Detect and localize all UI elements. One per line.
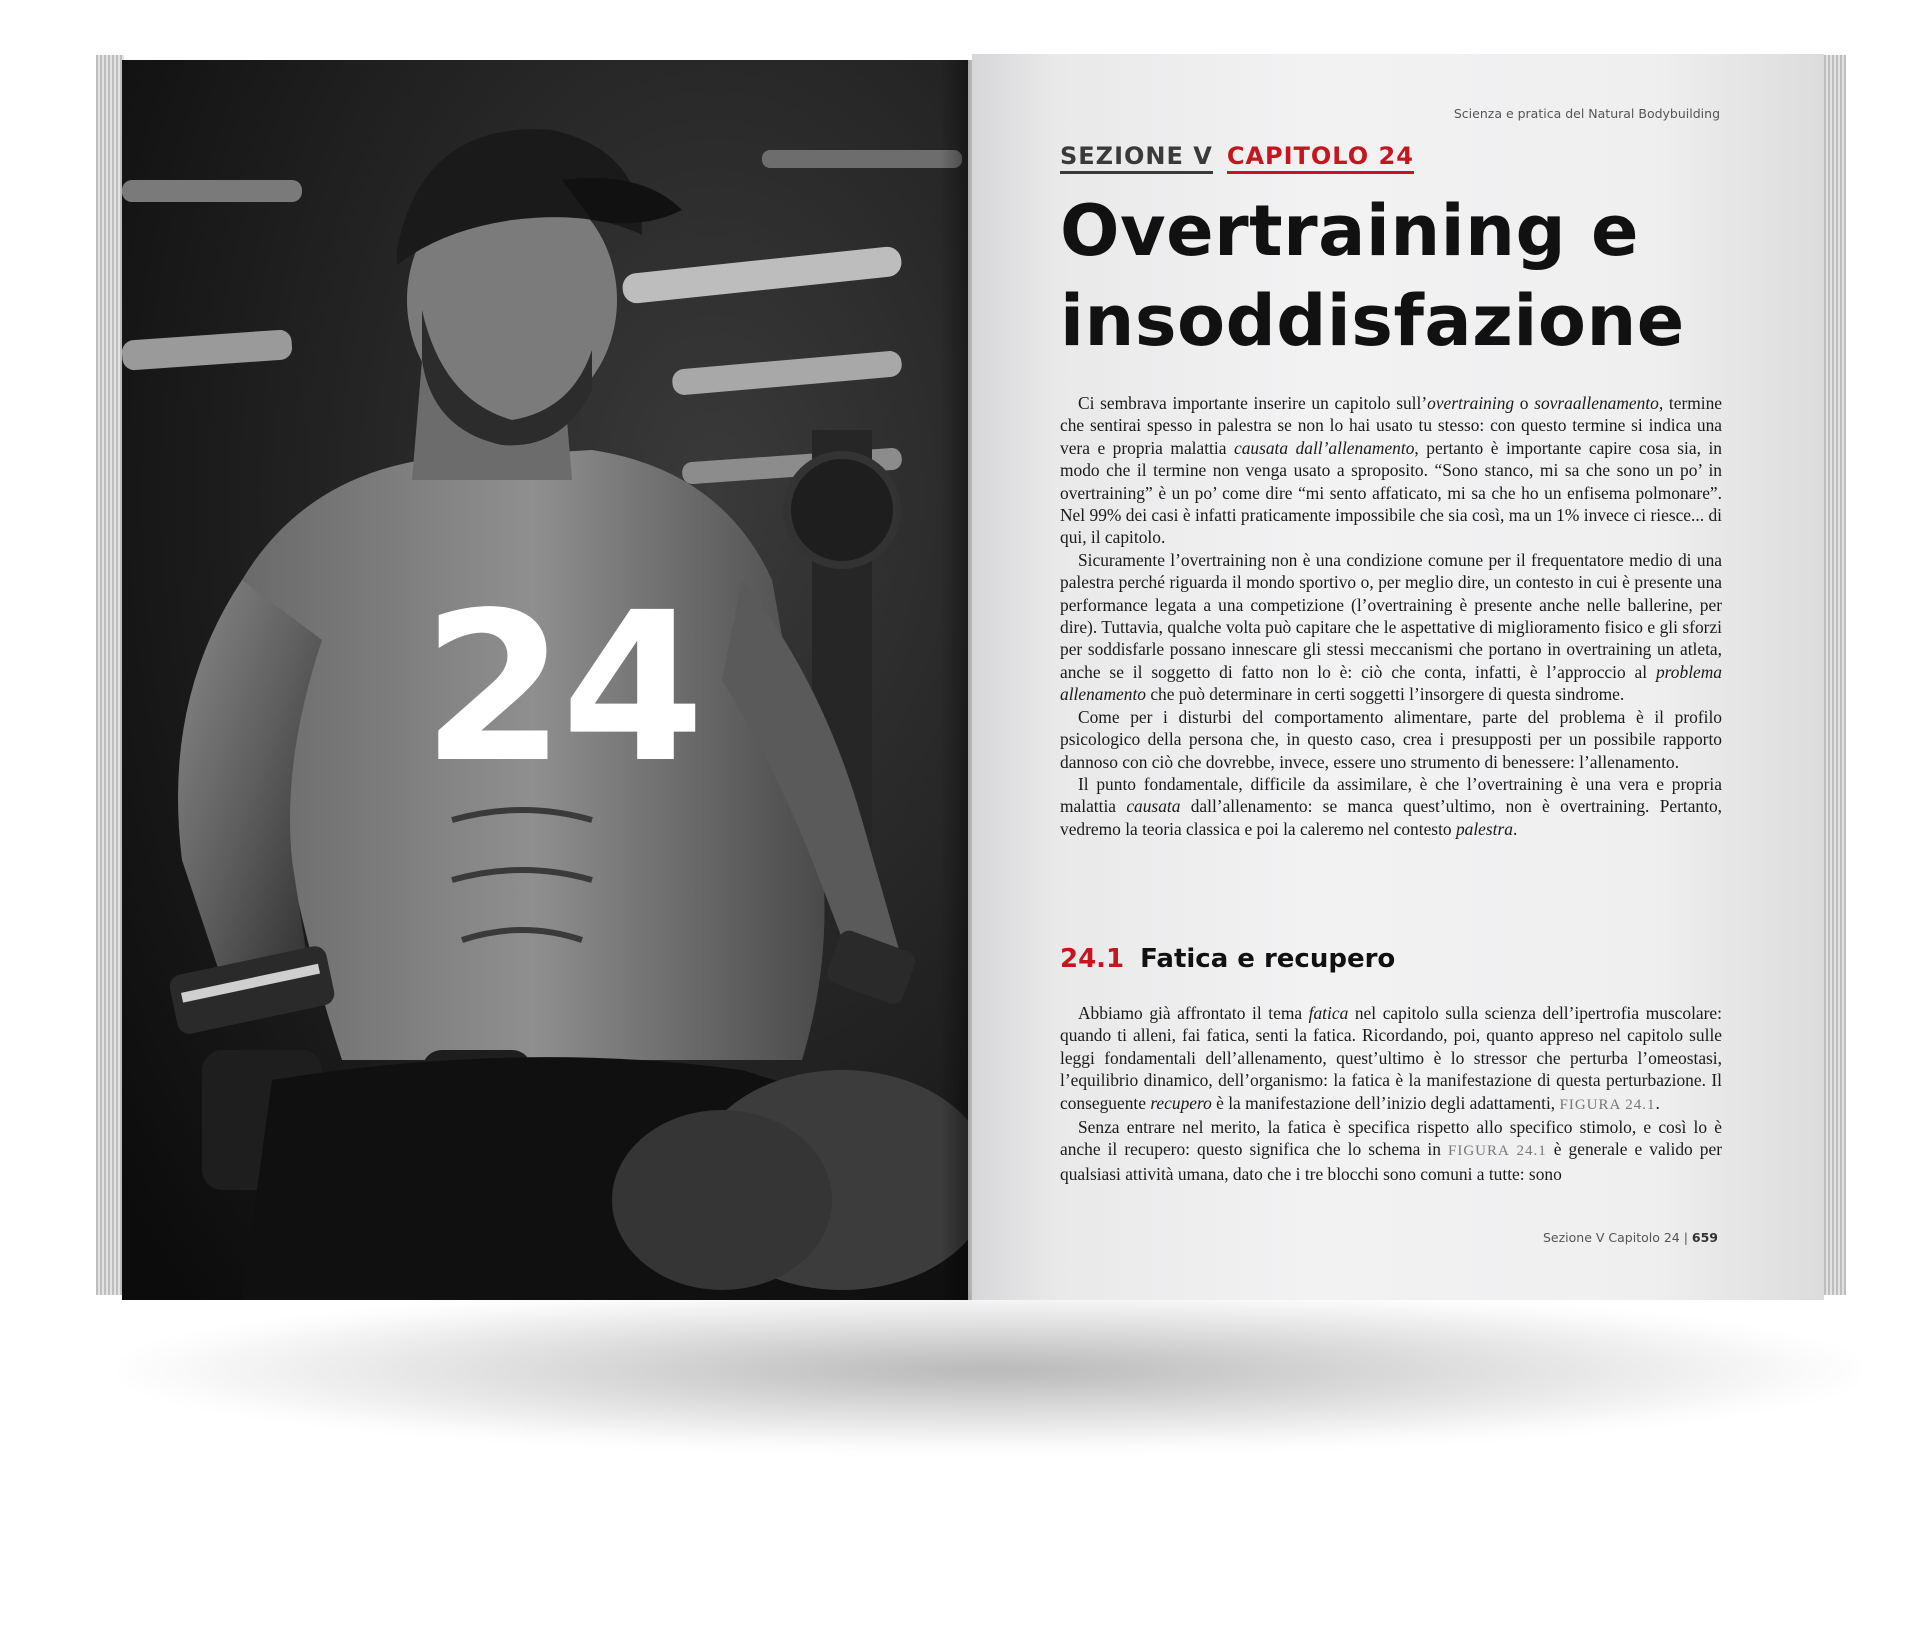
italic-text: sovraallenamento <box>1534 393 1659 413</box>
text-run: dall’allenamento: se manca quest’ultimo, non è overtraining. Pertanto, vedremo la teoria classica e poi la caleremo nel contesto <box>1060 796 1723 839</box>
intro-paragraph <box>1060 773 1722 840</box>
intro-paragraph <box>1060 706 1722 773</box>
subsection-heading <box>1060 944 1395 974</box>
section-paragraph <box>1060 1116 1722 1185</box>
figure-reference: FIGURA 24.1 <box>1447 1143 1547 1160</box>
chapter-title-line-2: insoddisfazione <box>1060 280 1685 362</box>
figure-reference: FIGURA 24.1 <box>1559 1096 1656 1113</box>
section-chapter-row <box>1060 142 1428 174</box>
italic-text: causata dall’allenamento <box>1233 437 1415 458</box>
text-run: Il punto fondamentale, difficile da assimilare, è che l’overtraining è una vera e propria malattia <box>1060 773 1722 817</box>
text-run: è la manifestazione dell’inizio degli adattamenti, <box>1211 1092 1560 1113</box>
section-label: SEZIONE V <box>1060 142 1213 174</box>
text-run: , pertanto è importante capire cosa sia, in modo che il termine non venga usato a sproposito. “Sono stanco, mi sa che sono un po’ in overtraining” è un po’ come dire “mi sento affaticato, mi sa che ho un enfisema polmonare”. Nel 99% dei casi è infatti praticamente impossibile che sia così, ma un 1% invece ci riesce... di qui, il capitolo. <box>1060 437 1723 548</box>
italic-text: recupero <box>1150 1092 1212 1113</box>
text-run: Ci sembrava importante inserire un capitolo sull’ <box>1078 393 1428 413</box>
text-run: Come per i disturbi del comportamento alimentare, parte del problema è il profilo psicologico della persona che, in questo caso, crea i presupposti per un possibile rapporto dannoso con ciò che dovrebbe, invece, essere uno strumento di benessere: l’allenamento. <box>1060 706 1722 772</box>
chapter-title-line-1: Overtraining e <box>1060 190 1639 272</box>
footer-label: Sezione V Capitolo 24 | <box>1542 1230 1692 1245</box>
intro-text <box>1060 392 1722 840</box>
text-run: . <box>1512 818 1518 839</box>
running-head: Scienza e pratica del Natural Bodybuilding <box>1453 106 1720 121</box>
text-run: Abbiamo già affrontato il tema <box>1078 1003 1309 1023</box>
text-run: , termine che sentirai spesso in palestra se non lo hai usato tu stesso: con questo termine si indica una vera e propria malattia <box>1060 393 1723 458</box>
text-run: è generale e valido per qualsiasi attività umana, dato che i tre blocchi sono comuni a tutte: sono <box>1060 1139 1722 1184</box>
right-page <box>972 54 1824 1300</box>
text-run: o <box>1514 393 1535 413</box>
section-text <box>1060 1002 1722 1185</box>
page-edges-left <box>96 55 124 1295</box>
italic-text: overtraining <box>1427 393 1515 413</box>
text-run: . <box>1655 1092 1660 1113</box>
page-footer <box>1543 1230 1718 1245</box>
section-paragraph <box>1060 1002 1722 1116</box>
subsection-title: Fatica e recupero <box>1140 944 1396 974</box>
left-page-photo <box>122 60 968 1300</box>
chapter-number-large: 24 <box>422 568 701 808</box>
italic-text: palestra <box>1455 818 1513 839</box>
text-run: che può determinare in certi soggetti l’insorgere di questa sindrome. <box>1145 684 1625 705</box>
chapter-label: CAPITOLO 24 <box>1227 142 1414 174</box>
book-shadow <box>120 1290 1860 1450</box>
italic-text: causata <box>1126 796 1181 817</box>
text-run: Sicuramente l’overtraining non è una condizione comune per il frequentatore medio di una palestra perché riguarda il mondo sportivo o, per meglio dire, un contesto in cui è presente una performance legata a una competizione (l’overtraining è presente anche nelle ballerine, per dire). Tuttavia, qualche volta può capitare che le aspettative di miglioramento fisico e gli sforzi per soddisfarle possano innescare gli stessi meccanismi che portano in overtraining un atleta, anche se il soggetto di fatto non lo è: ciò che conta, infatti, è l’approccio al <box>1060 549 1722 682</box>
chapter-title <box>1060 186 1780 366</box>
italic-text: problema allenamento <box>1060 661 1722 705</box>
intro-paragraph <box>1060 392 1722 549</box>
page-number: 659 <box>1691 1230 1718 1245</box>
subsection-number: 24.1 <box>1060 944 1125 974</box>
text-run: nel capitolo sulla scienza dell’ipertrofia muscolare: quando ti alleni, fai fatica, senti la fatica. Ricordando, poi, quanto appreso nel capitolo sulle leggi fondamentali dell’allenamento, quest’ultimo è lo stressor che perturba l’omeostasi, l’equilibrio dinamico, dell’organismo: la fatica è la manifestazione di questa perturbazione. Il conseguente <box>1060 1003 1722 1113</box>
intro-paragraph <box>1060 549 1722 706</box>
text-run: Senza entrare nel merito, la fatica è specifica rispetto allo specifico stimolo, e così lo è anche il recupero: questo significa che lo schema in <box>1060 1117 1722 1160</box>
italic-text: fatica <box>1308 1003 1349 1023</box>
